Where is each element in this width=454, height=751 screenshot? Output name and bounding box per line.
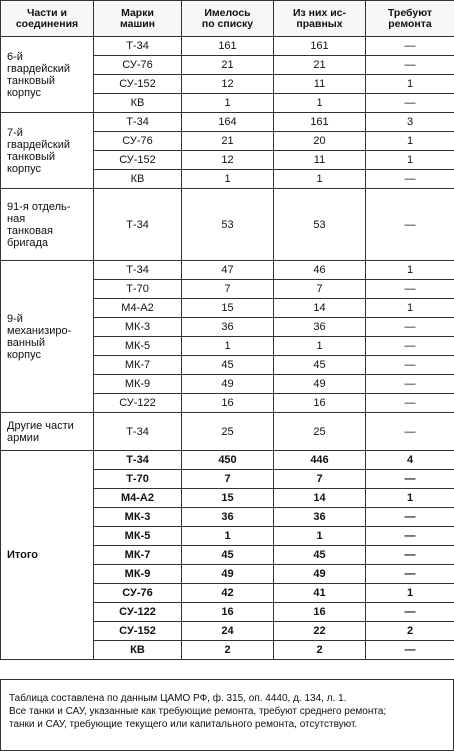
repair-cell: — (366, 170, 454, 189)
model-cell: СУ-76 (94, 132, 182, 151)
model-cell: Т-34 (94, 261, 182, 280)
serviceable-cell: 49 (274, 375, 366, 394)
repair-cell: — (366, 318, 454, 337)
listed-cell: 49 (182, 375, 274, 394)
model-cell: СУ-152 (94, 622, 182, 641)
repair-cell: 2 (366, 622, 454, 641)
unit-name-line: армии (7, 431, 40, 444)
unit-name-cell (1, 37, 94, 113)
model-cell: Т-34 (94, 37, 182, 56)
model-cell: МК-3 (94, 508, 182, 527)
serviceable-cell: 446 (274, 451, 366, 470)
serviceable-cell: 1 (274, 170, 366, 189)
unit-name-line: бригада (7, 236, 48, 249)
serviceable-cell: 45 (274, 546, 366, 565)
footnote-line: танки и САУ, требующие текущего или капитального ремонта, отсутствуют. (9, 719, 358, 730)
repair-cell: — (366, 337, 454, 356)
serviceable-cell: 11 (274, 151, 366, 170)
serviceable-cell: 25 (274, 413, 366, 451)
unit-name-line: корпус (7, 162, 42, 175)
listed-cell: 15 (182, 299, 274, 318)
serviceable-cell: 161 (274, 113, 366, 132)
repair-cell: — (366, 94, 454, 113)
header-units: Части и соединения (1, 1, 94, 37)
unit-name-line: механизиро- (7, 324, 72, 337)
listed-cell: 21 (182, 132, 274, 151)
serviceable-cell: 53 (274, 189, 366, 261)
model-cell: МК-7 (94, 546, 182, 565)
serviceable-cell: 22 (274, 622, 366, 641)
model-cell: МК-9 (94, 375, 182, 394)
serviceable-cell: 1 (274, 337, 366, 356)
repair-cell: — (366, 56, 454, 75)
serviceable-cell: 161 (274, 37, 366, 56)
table-row (1, 37, 454, 56)
repair-cell: — (366, 189, 454, 261)
model-cell: СУ-76 (94, 584, 182, 603)
model-cell: МК-3 (94, 318, 182, 337)
header-listed: Имелось по списку (182, 1, 274, 37)
repair-cell: — (366, 508, 454, 527)
repair-cell: — (366, 565, 454, 584)
unit-name-line: 7-й (7, 126, 23, 139)
serviceable-cell: 46 (274, 261, 366, 280)
unit-name-line: танковая (7, 224, 53, 237)
listed-cell: 42 (182, 584, 274, 603)
listed-cell: 36 (182, 318, 274, 337)
repair-cell: 1 (366, 584, 454, 603)
listed-cell: 450 (182, 451, 274, 470)
repair-cell: 1 (366, 489, 454, 508)
table-row (1, 413, 454, 451)
listed-cell: 53 (182, 189, 274, 261)
model-cell: Т-34 (94, 189, 182, 261)
header-models: Марки машин (94, 1, 182, 37)
unit-name-line: Другие части (7, 419, 74, 432)
listed-cell: 21 (182, 56, 274, 75)
listed-cell: 12 (182, 151, 274, 170)
repair-cell: — (366, 527, 454, 546)
model-cell: СУ-152 (94, 151, 182, 170)
serviceable-cell: 1 (274, 527, 366, 546)
unit-name-line: 6-й (7, 50, 23, 63)
model-cell: КВ (94, 94, 182, 113)
unit-name-line: 9-й (7, 312, 23, 325)
model-cell: Т-34 (94, 451, 182, 470)
unit-name-line: танковый (7, 150, 56, 163)
serviceable-cell: 45 (274, 356, 366, 375)
unit-name-line: танковый (7, 74, 56, 87)
listed-cell: 47 (182, 261, 274, 280)
serviceable-cell: 21 (274, 56, 366, 75)
unit-name-cell (1, 189, 94, 261)
serviceable-cell: 1 (274, 94, 366, 113)
listed-cell: 45 (182, 356, 274, 375)
unit-name-line: гвардейский (7, 138, 70, 151)
serviceable-cell: 16 (274, 394, 366, 413)
listed-cell: 1 (182, 337, 274, 356)
model-cell: МК-7 (94, 356, 182, 375)
model-cell: СУ-122 (94, 394, 182, 413)
listed-cell: 1 (182, 94, 274, 113)
unit-name-line: гвардейский (7, 62, 70, 75)
model-cell: СУ-76 (94, 56, 182, 75)
listed-cell: 7 (182, 280, 274, 299)
model-cell: МК-5 (94, 527, 182, 546)
listed-cell: 7 (182, 470, 274, 489)
table-footnote (0, 679, 454, 751)
header-row (1, 1, 454, 37)
repair-cell: — (366, 413, 454, 451)
table-row (1, 189, 454, 261)
model-cell: КВ (94, 641, 182, 660)
listed-cell: 161 (182, 37, 274, 56)
model-cell: Т-34 (94, 413, 182, 451)
unit-name-line: ная (7, 212, 26, 225)
repair-cell: 1 (366, 132, 454, 151)
listed-cell: 1 (182, 527, 274, 546)
serviceable-cell: 16 (274, 603, 366, 622)
model-cell: М4-А2 (94, 489, 182, 508)
serviceable-cell: 14 (274, 299, 366, 318)
serviceable-cell: 7 (274, 470, 366, 489)
repair-cell: 1 (366, 75, 454, 94)
listed-cell: 36 (182, 508, 274, 527)
serviceable-cell: 11 (274, 75, 366, 94)
unit-name-line: ванный (7, 336, 46, 349)
repair-cell: — (366, 37, 454, 56)
footnote-line: Таблица составлена по данным ЦАМО РФ, ф. 315, оп. 4440, д. 134, л. 1. (9, 693, 347, 704)
repair-cell: 3 (366, 113, 454, 132)
repair-cell: — (366, 356, 454, 375)
unit-name-cell (1, 261, 94, 413)
header-serviceable: Из них ис- правных (274, 1, 366, 37)
model-cell: Т-34 (94, 113, 182, 132)
listed-cell: 15 (182, 489, 274, 508)
model-cell: КВ (94, 170, 182, 189)
unit-name-cell (1, 113, 94, 189)
table-row (1, 113, 454, 132)
model-cell: СУ-122 (94, 603, 182, 622)
model-cell: Т-70 (94, 280, 182, 299)
model-cell: Т-70 (94, 470, 182, 489)
serviceable-cell: 36 (274, 508, 366, 527)
header-repair: Требуют ремонта (366, 1, 454, 37)
listed-cell: 45 (182, 546, 274, 565)
repair-cell: — (366, 546, 454, 565)
model-cell: МК-9 (94, 565, 182, 584)
repair-cell: — (366, 394, 454, 413)
serviceable-cell: 14 (274, 489, 366, 508)
listed-cell: 164 (182, 113, 274, 132)
serviceable-cell: 20 (274, 132, 366, 151)
repair-cell: — (366, 280, 454, 299)
repair-cell: 1 (366, 151, 454, 170)
model-cell: МК-5 (94, 337, 182, 356)
serviceable-cell: 41 (274, 584, 366, 603)
repair-cell: — (366, 470, 454, 489)
serviceable-cell: 7 (274, 280, 366, 299)
listed-cell: 12 (182, 75, 274, 94)
total-label-cell: Итого (1, 451, 94, 660)
unit-name-line: корпус (7, 348, 42, 361)
table-row (1, 261, 454, 280)
serviceable-cell: 2 (274, 641, 366, 660)
serviceable-cell: 49 (274, 565, 366, 584)
listed-cell: 16 (182, 394, 274, 413)
repair-cell: — (366, 375, 454, 394)
unit-name-line: 91-я отдель- (7, 200, 71, 213)
repair-cell: — (366, 603, 454, 622)
model-cell: М4-А2 (94, 299, 182, 318)
listed-cell: 49 (182, 565, 274, 584)
listed-cell: 25 (182, 413, 274, 451)
serviceable-cell: 36 (274, 318, 366, 337)
repair-cell: — (366, 641, 454, 660)
model-cell: СУ-152 (94, 75, 182, 94)
listed-cell: 24 (182, 622, 274, 641)
repair-cell: 4 (366, 451, 454, 470)
repair-cell: 1 (366, 261, 454, 280)
listed-cell: 1 (182, 170, 274, 189)
unit-name-line: корпус (7, 86, 42, 99)
listed-cell: 2 (182, 641, 274, 660)
listed-cell: 16 (182, 603, 274, 622)
repair-cell: 1 (366, 299, 454, 318)
table-body (1, 37, 454, 660)
unit-name-cell (1, 413, 94, 451)
total-row (1, 451, 454, 470)
footnote-line: Все танки и САУ, указанные как требующие ремонта, требуют среднего ремонта; (9, 706, 387, 717)
